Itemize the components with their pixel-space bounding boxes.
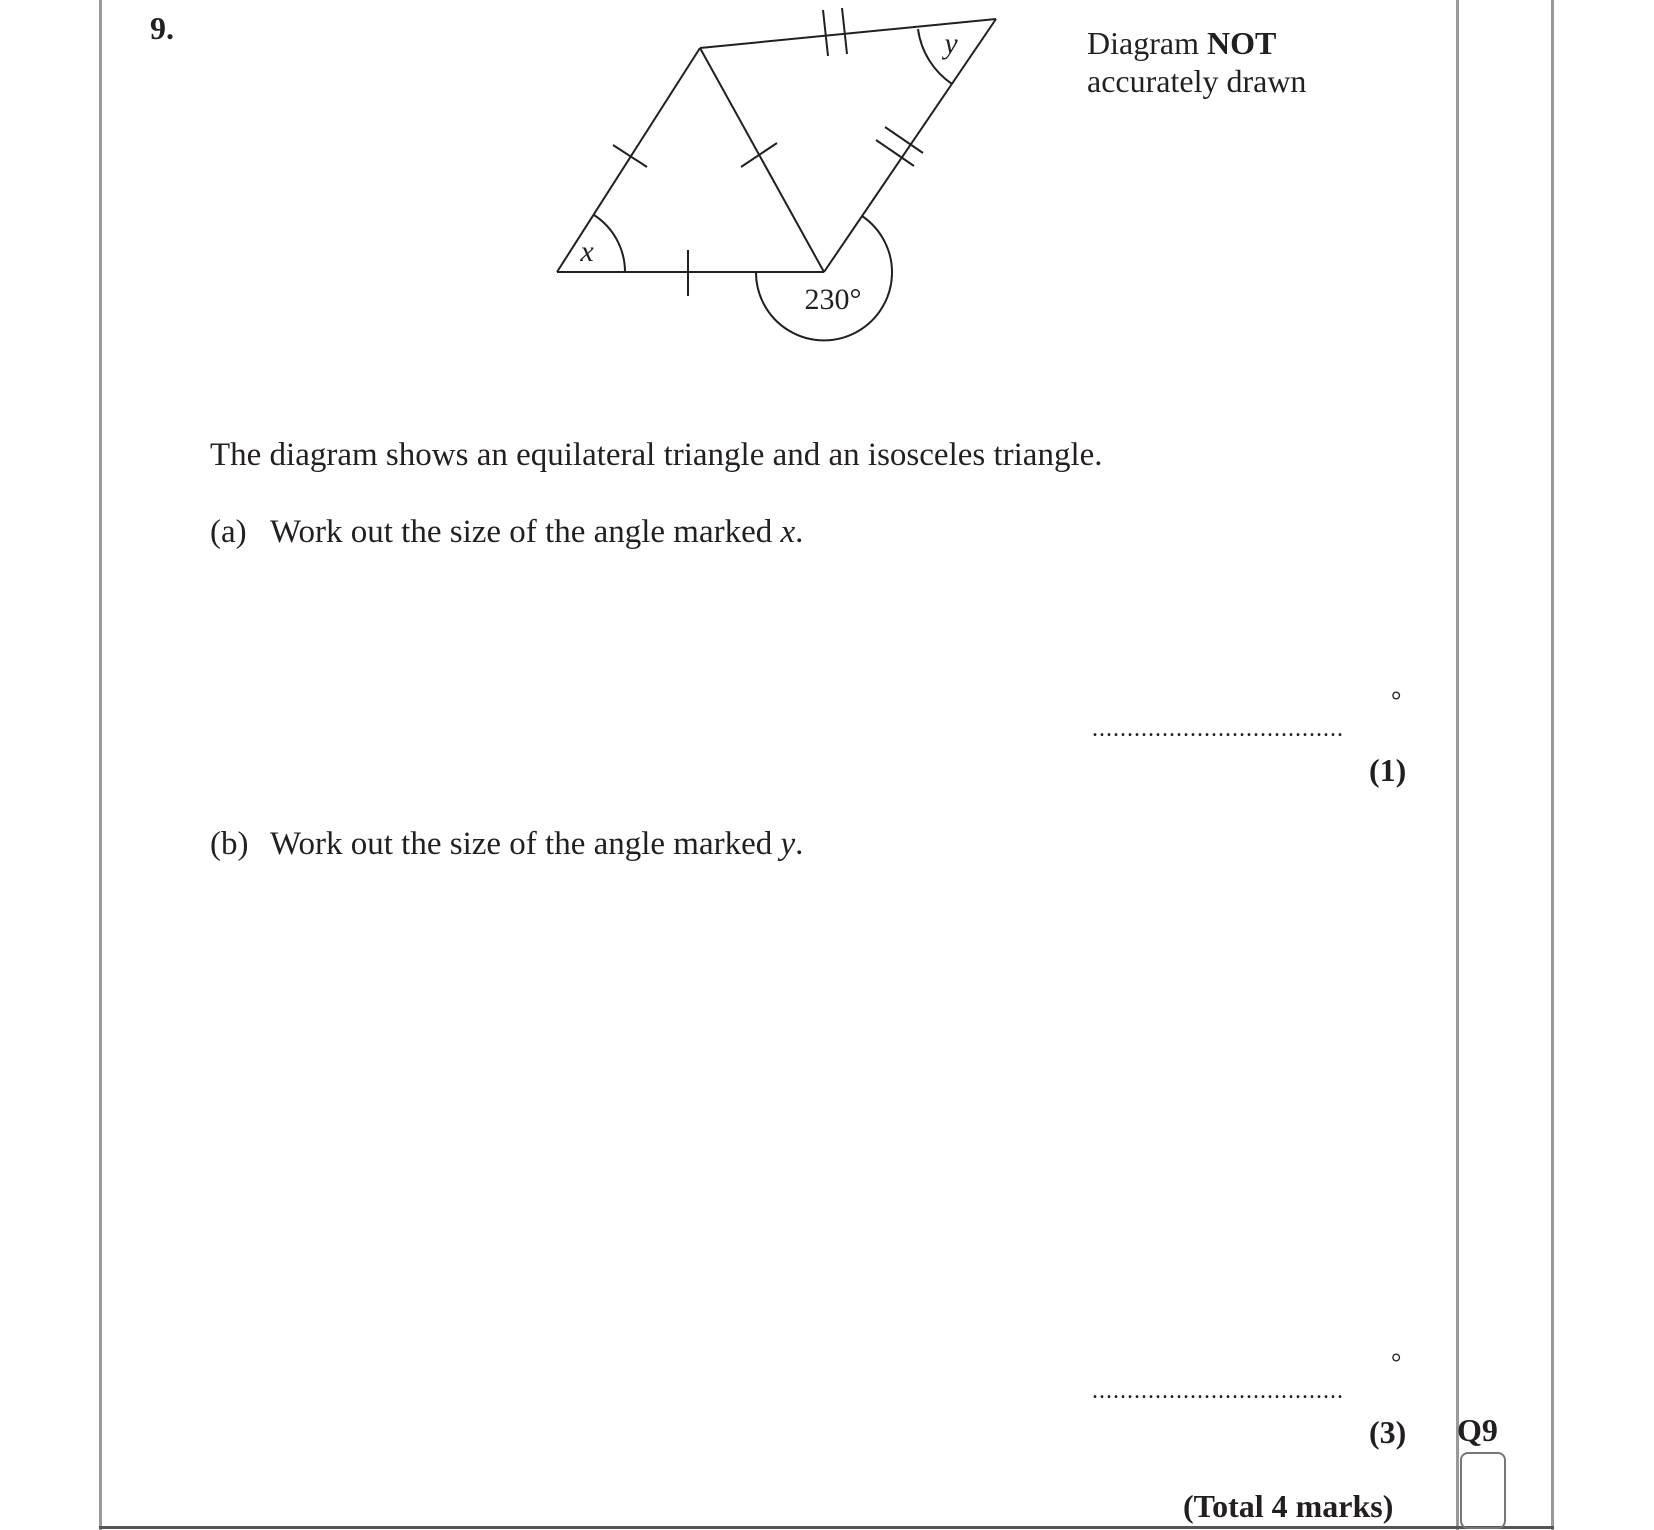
- tick-left: [613, 145, 647, 167]
- angle-arc-230: [756, 216, 892, 340]
- margin-question-tag: Q9: [1457, 1412, 1498, 1448]
- part-b-label: (b): [210, 826, 249, 862]
- part-a-label: (a): [210, 514, 247, 550]
- part-b-answer-line[interactable]: ....................................: [1092, 1378, 1344, 1404]
- part-a-prompt: [210, 514, 803, 551]
- label-y: y: [944, 27, 958, 60]
- diagram-note-line2: accurately drawn: [1087, 63, 1307, 99]
- double-tick-top-1: [823, 10, 828, 56]
- part-a-marks: (1): [1369, 752, 1407, 788]
- tick-shared: [741, 143, 777, 167]
- part-b-text: Work out the size of the angle marked: [270, 826, 781, 862]
- edge-right: [824, 19, 996, 272]
- margin-marks-box: [1460, 1452, 1506, 1529]
- edge-left: [557, 48, 700, 272]
- question-intro: The diagram shows an equilateral triangle and an isosceles triangle.: [210, 437, 1103, 473]
- question-number: 9.: [150, 10, 174, 46]
- part-a-variable: x: [780, 514, 796, 550]
- angle-arc-x: [594, 215, 625, 272]
- diagram-note: [1087, 24, 1306, 100]
- part-b-variable: y: [780, 826, 796, 862]
- label-230-degrees: 230°: [804, 283, 862, 316]
- part-a-text: Work out the size of the angle marked: [270, 514, 781, 550]
- part-b-marks: (3): [1369, 1414, 1407, 1450]
- part-b-degree-symbol: °: [1391, 1348, 1402, 1377]
- label-x: x: [580, 235, 594, 268]
- part-b-prompt: [210, 826, 803, 863]
- total-marks: (Total 4 marks): [1183, 1488, 1394, 1524]
- diagram-note-prefix: Diagram: [1087, 25, 1207, 61]
- part-b-period: .: [795, 826, 804, 862]
- edge-shared: [700, 48, 824, 272]
- double-tick-top-2: [842, 8, 847, 54]
- part-a-answer-line[interactable]: ....................................: [1092, 716, 1344, 742]
- part-a-degree-symbol: °: [1391, 686, 1402, 715]
- part-a-period: .: [795, 514, 804, 550]
- diagram-note-bold: NOT: [1206, 25, 1277, 61]
